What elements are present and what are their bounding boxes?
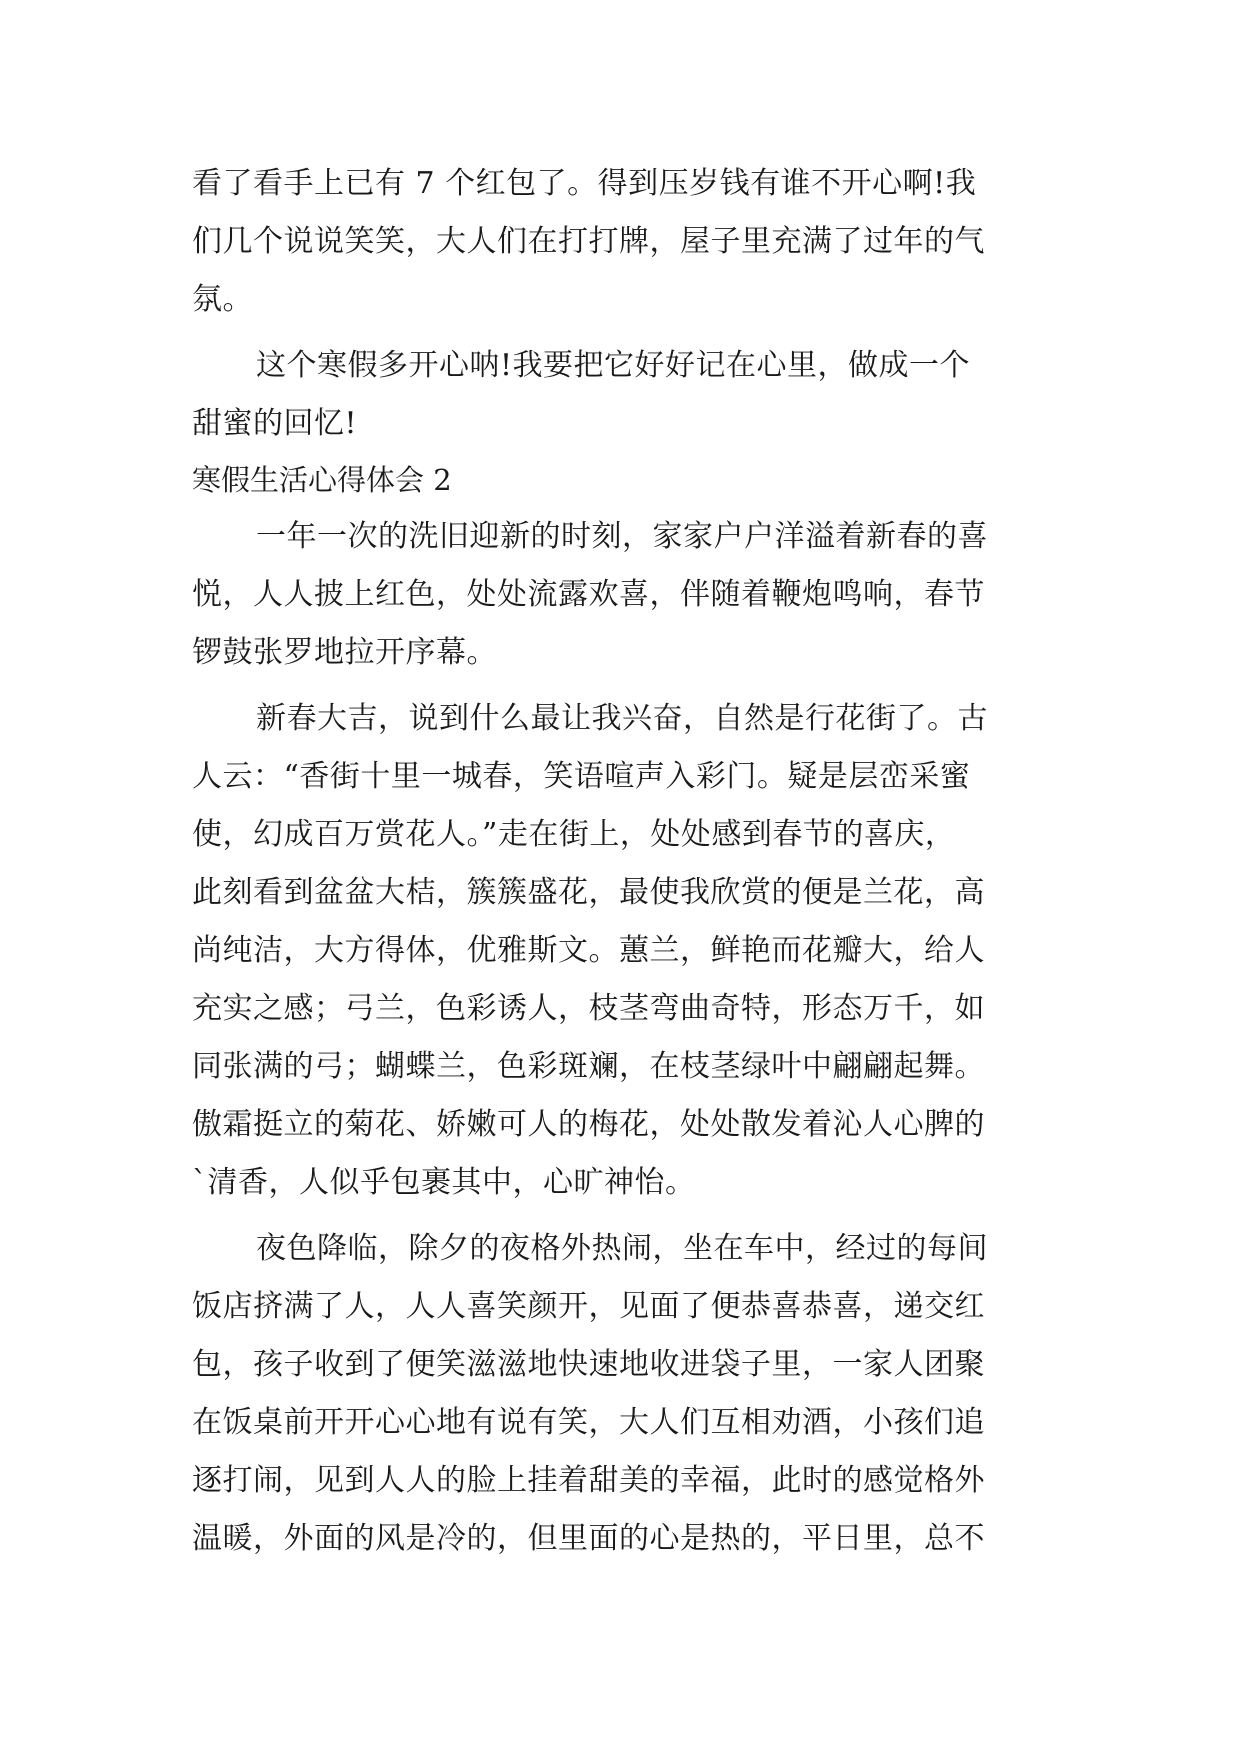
text-line: 一年一次的洗旧迎新的时刻，家家户户洋溢着新春的喜 bbox=[256, 519, 988, 554]
text-line: 尚纯洁，大方得体，优雅斯文。蕙兰，鲜艳而花瓣大，给人 bbox=[192, 933, 985, 968]
text-line: 悦，人人披上红色，处处流露欢喜，伴随着鞭炮鸣响，春节 bbox=[192, 577, 985, 612]
text-line: 氛。 bbox=[192, 282, 253, 317]
text-line: 充实之感；弓兰，色彩诱人，枝茎弯曲奇特，形态万千，如 bbox=[192, 991, 985, 1026]
text-line: 在饭桌前开开心心地有说有笑，大人们互相劝酒，小孩们追 bbox=[192, 1405, 985, 1440]
section-title: 寒假生活心得体会 2 bbox=[192, 463, 452, 497]
text-line: 夜色降临，除夕的夜格外热闹，坐在车中，经过的每间 bbox=[256, 1231, 988, 1266]
text-line: 人云：“香街十里一城春，笑语喧声入彩门。疑是层峦采蜜 bbox=[192, 759, 971, 794]
text-line: 傲霜挺立的菊花、娇嫩可人的梅花，处处散发着沁人心脾的 bbox=[192, 1107, 985, 1142]
text-line: 逐打闹，见到人人的脸上挂着甜美的幸福，此时的感觉格外 bbox=[192, 1463, 985, 1498]
text-line: 锣鼓张罗地拉开序幕。 bbox=[192, 635, 497, 670]
text-line: 饭店挤满了人，人人喜笑颜开，见面了便恭喜恭喜，递交红 bbox=[192, 1289, 985, 1324]
text-line: 同张满的弓；蝴蝶兰，色彩斑斓，在枝茎绿叶中翩翩起舞。 bbox=[192, 1049, 985, 1084]
text-line: 使，幻成百万赏花人。”走在街上，处处感到春节的喜庆， bbox=[192, 817, 956, 852]
text-line: 此刻看到盆盆大桔，簇簇盛花，最使我欣赏的便是兰花，高 bbox=[192, 875, 985, 910]
text-line: 温暖，外面的风是冷的，但里面的心是热的，平日里，总不 bbox=[192, 1521, 985, 1556]
text-line: 新春大吉，说到什么最让我兴奋，自然是行花街了。古 bbox=[256, 701, 988, 736]
text-line: 甜蜜的回忆! bbox=[192, 406, 358, 441]
text-line: 看了看手上已有 7 个红包了。得到压岁钱有谁不开心啊!我 bbox=[192, 166, 977, 201]
text-line: 这个寒假多开心呐!我要把它好好记在心里，做成一个 bbox=[256, 348, 971, 383]
text-line: `清香，人似乎包裹其中，心旷神怡。 bbox=[192, 1165, 696, 1200]
text-line: 包，孩子收到了便笑滋滋地快速地收进袋子里，一家人团聚 bbox=[192, 1347, 985, 1382]
text-line: 们几个说说笑笑，大人们在打打牌，屋子里充满了过年的气 bbox=[192, 224, 985, 259]
